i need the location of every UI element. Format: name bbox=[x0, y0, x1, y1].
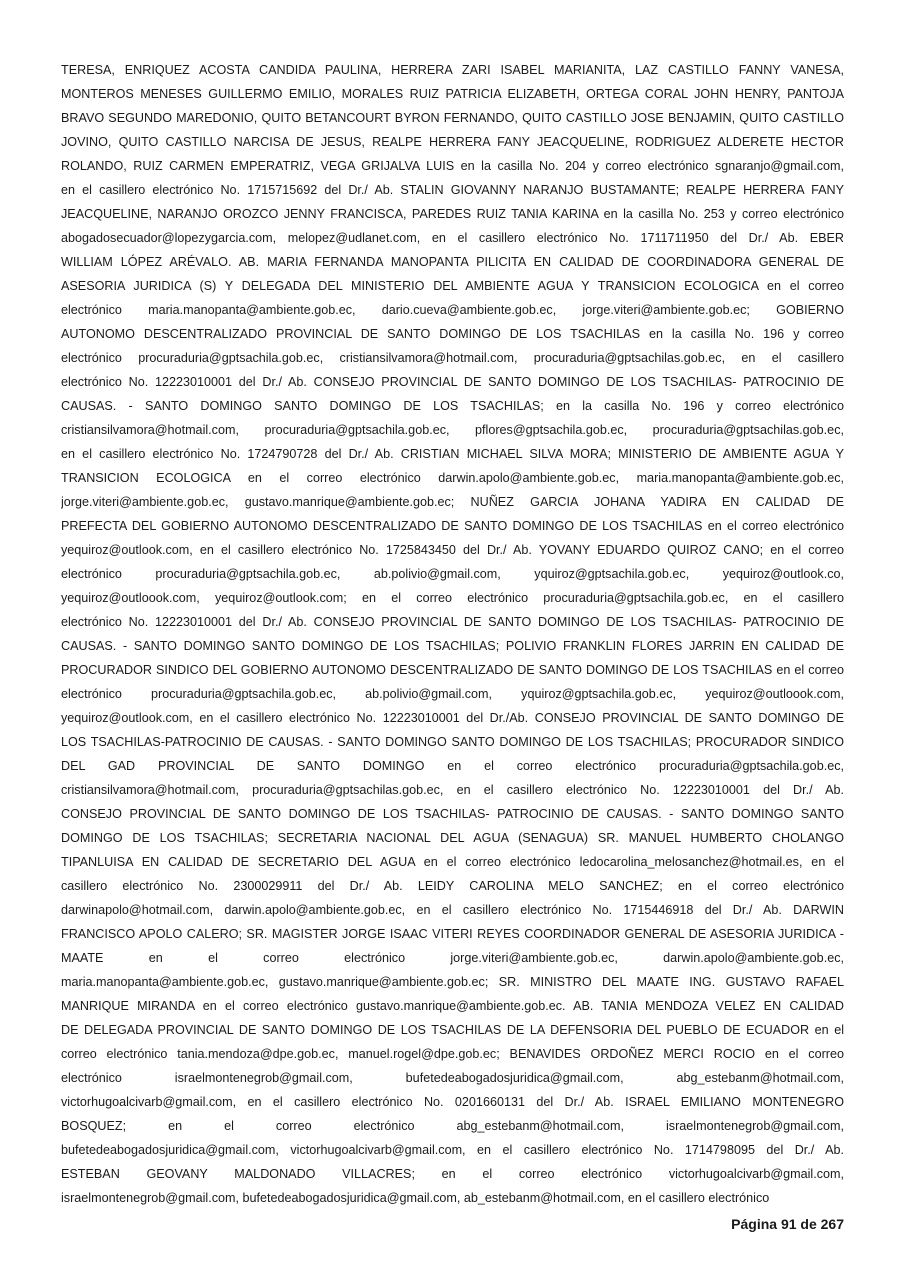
body-line: electrónico procuraduria@gptsachila.gob.ec, ab.polivio@gmail.com, yquiroz@gptsachila.gob.ec, yequiroz@outloook.com, bbox=[61, 687, 844, 701]
body-line: JEACQUELINE, NARANJO OROZCO JENNY FRANCISCA, PAREDES RUIZ TANIA KARINA en la casilla No. 253 y correo electrónico bbox=[61, 207, 844, 221]
body-line: CONSEJO PROVINCIAL DE SANTO DOMINGO DE LOS TSACHILAS- PATROCINIO DE CAUSAS. - SANTO DOMINGO SANTO bbox=[61, 807, 844, 821]
body-line: BRAVO SEGUNDO MAREDONIO, QUITO BETANCOURT BYRON FERNANDO, QUITO CASTILLO JOSE BENJAMIN, QUITO CASTILLO bbox=[61, 111, 844, 125]
body-line: electrónico No. 12223010001 del Dr./ Ab. CONSEJO PROVINCIAL DE SANTO DOMINGO DE LOS TSACHILAS- PATROCINIO DE bbox=[61, 615, 844, 629]
body-line: TRANSICION ECOLOGICA en el correo electrónico darwin.apolo@ambiente.gob.ec, maria.manopanta@ambiente.gob.ec, bbox=[61, 471, 844, 485]
body-line: JOVINO, QUITO CASTILLO NARCISA DE JESUS, REALPE HERRERA FANY JEACQUELINE, RODRIGUEZ ALDERETE HECTOR bbox=[61, 135, 844, 149]
body-line: darwinapolo@hotmail.com, darwin.apolo@ambiente.gob.ec, en el casillero electrónico No. 1715446918 del Dr./ Ab. DARWIN bbox=[61, 903, 844, 917]
body-line: PROCURADOR SINDICO DEL GOBIERNO AUTONOMO DESCENTRALIZADO DE SANTO DOMINGO DE LOS TSACHILAS en el correo bbox=[61, 663, 844, 677]
document-body bbox=[61, 58, 844, 1210]
body-line: cristiansilvamora@hotmail.com, procuraduria@gptsachilas.gob.ec, en el casillero electrónico No. 12223010001 del Dr./ Ab. bbox=[61, 783, 844, 797]
body-line: ROLANDO, RUIZ CARMEN EMPERATRIZ, VEGA GRIJALVA LUIS en la casilla No. 204 y correo electrónico sgnaranjo@gmail.com, bbox=[61, 159, 844, 173]
body-line: bufetedeabogadosjuridica@gmail.com, victorhugoalcivarb@gmail.com, en el casillero electrónico No. 1714798095 del Dr./ Ab. bbox=[61, 1143, 844, 1157]
body-line: victorhugoalcivarb@gmail.com, en el casillero electrónico No. 0201660131 del Dr./ Ab. ISRAEL EMILIANO MONTENEGRO bbox=[61, 1095, 844, 1109]
body-line: en el casillero electrónico No. 1724790728 del Dr./ Ab. CRISTIAN MICHAEL SILVA MORA; MINISTERIO DE AMBIENTE AGUA Y bbox=[61, 447, 844, 461]
body-line: MAATE en el correo electrónico jorge.viteri@ambiente.gob.ec, darwin.apolo@ambiente.gob.ec, bbox=[61, 951, 844, 965]
body-line: electrónico No. 12223010001 del Dr./ Ab. CONSEJO PROVINCIAL DE SANTO DOMINGO DE LOS TSACHILAS- PATROCINIO DE bbox=[61, 375, 844, 389]
body-line: israelmontenegrob@gmail.com, bufetedeabogadosjuridica@gmail.com, ab_estebanm@hotmail.com, en el casillero electrónico bbox=[61, 1191, 770, 1205]
body-line: casillero electrónico No. 2300029911 del Dr./ Ab. LEIDY CAROLINA MELO SANCHEZ; en el correo electrónico bbox=[61, 879, 844, 893]
body-line: PREFECTA DEL GOBIERNO AUTONOMO DESCENTRALIZADO DE SANTO DOMINGO DE LOS TSACHILAS en el correo electrónico bbox=[61, 519, 844, 533]
page-number: Página 91 de 267 bbox=[731, 1216, 844, 1232]
body-line: LOS TSACHILAS-PATROCINIO DE CAUSAS. - SANTO DOMINGO SANTO DOMINGO DE LOS TSACHILAS; PROCURADOR SINDICO bbox=[61, 735, 844, 749]
body-line: CAUSAS. - SANTO DOMINGO SANTO DOMINGO DE LOS TSACHILAS; POLIVIO FRANKLIN FLORES JARRIN EN CALIDAD DE bbox=[61, 639, 844, 653]
body-line: BOSQUEZ; en el correo electrónico abg_estebanm@hotmail.com, israelmontenegrob@gmail.com, bbox=[61, 1119, 844, 1133]
body-line: WILLIAM LÓPEZ ARÉVALO. AB. MARIA FERNANDA MANOPANTA PILICITA EN CALIDAD DE COORDINADORA GENERAL DE bbox=[61, 255, 844, 269]
body-line: MANRIQUE MIRANDA en el correo electrónico gustavo.manrique@ambiente.gob.ec. AB. TANIA MENDOZA VELEZ EN CALIDAD bbox=[61, 999, 844, 1013]
body-line: CAUSAS. - SANTO DOMINGO SANTO DOMINGO DE LOS TSACHILAS; en la casilla No. 196 y correo electrónico bbox=[61, 399, 844, 413]
body-line: electrónico maria.manopanta@ambiente.gob.ec, dario.cueva@ambiente.gob.ec, jorge.viteri@ambiente.gob.ec; GOBIERNO bbox=[61, 303, 844, 317]
body-line: TIPANLUISA EN CALIDAD DE SECRETARIO DEL AGUA en el correo electrónico ledocarolina_melosanchez@hotmail.es, en el bbox=[61, 855, 844, 869]
body-line: yequiroz@outloook.com, yequiroz@outlook.com; en el correo electrónico procuraduria@gptsachila.gob.ec, en el casillero bbox=[61, 591, 844, 605]
body-line: ASESORIA JURIDICA (S) Y DELEGADA DEL MINISTERIO DEL AMBIENTE AGUA Y TRANSICION ECOLOGICA en el correo bbox=[61, 279, 844, 293]
body-line: cristiansilvamora@hotmail.com, procuraduria@gptsachila.gob.ec, pflores@gptsachila.gob.ec, procuraduria@gptsachilas.gob.ec, bbox=[61, 423, 844, 437]
body-line: AUTONOMO DESCENTRALIZADO PROVINCIAL DE SANTO DOMINGO DE LOS TSACHILAS en la casilla No. 196 y correo bbox=[61, 327, 844, 341]
body-line: TERESA, ENRIQUEZ ACOSTA CANDIDA PAULINA, HERRERA ZARI ISABEL MARIANITA, LAZ CASTILLO FANNY VANESA, bbox=[61, 63, 844, 77]
body-line: DOMINGO DE LOS TSACHILAS; SECRETARIA NACIONAL DEL AGUA (SENAGUA) SR. MANUEL HUMBERTO CHOLANGO bbox=[61, 831, 844, 845]
body-line: correo electrónico tania.mendoza@dpe.gob.ec, manuel.rogel@dpe.gob.ec; BENAVIDES ORDOÑEZ MERCI ROCIO en el correo bbox=[61, 1047, 844, 1061]
body-line: jorge.viteri@ambiente.gob.ec, gustavo.manrique@ambiente.gob.ec; NUÑEZ GARCIA JOHANA YADIRA EN CALIDAD DE bbox=[61, 495, 844, 509]
body-line: MONTEROS MENESES GUILLERMO EMILIO, MORALES RUIZ PATRICIA ELIZABETH, ORTEGA CORAL JOHN HENRY, PANTOJA bbox=[61, 87, 844, 101]
body-line: DEL GAD PROVINCIAL DE SANTO DOMINGO en el correo electrónico procuraduria@gptsachila.gob.ec, bbox=[61, 759, 844, 773]
body-line: yequiroz@outlook.com, en el casillero electrónico No. 12223010001 del Dr./Ab. CONSEJO PROVINCIAL DE SANTO DOMINGO DE bbox=[61, 711, 844, 725]
body-line: FRANCISCO APOLO CALERO; SR. MAGISTER JORGE ISAAC VITERI REYES COORDINADOR GENERAL DE ASESORIA JURIDICA - bbox=[61, 927, 844, 941]
body-line: electrónico israelmontenegrob@gmail.com, bufetedeabogadosjuridica@gmail.com, abg_estebanm@hotmail.com, bbox=[61, 1071, 844, 1085]
body-line: DE DELEGADA PROVINCIAL DE SANTO DOMINGO DE LOS TSACHILAS DE LA DEFENSORIA DEL PUEBLO DE ECUADOR en el bbox=[61, 1023, 844, 1037]
body-line: electrónico procuraduria@gptsachila.gob.ec, cristiansilvamora@hotmail.com, procuraduria@gptsachilas.gob.ec, en el casillero bbox=[61, 351, 844, 365]
body-line: en el casillero electrónico No. 1715715692 del Dr./ Ab. STALIN GIOVANNY NARANJO BUSTAMANTE; REALPE HERRERA FANY bbox=[61, 183, 844, 197]
body-line: electrónico procuraduria@gptsachila.gob.ec, ab.polivio@gmail.com, yquiroz@gptsachila.gob.ec, yequiroz@outlook.co, bbox=[61, 567, 844, 581]
body-line: maria.manopanta@ambiente.gob.ec, gustavo.manrique@ambiente.gob.ec; SR. MINISTRO DEL MAATE ING. GUSTAVO RAFAEL bbox=[61, 975, 844, 989]
body-line: ESTEBAN GEOVANY MALDONADO VILLACRES; en el correo electrónico victorhugoalcivarb@gmail.com, bbox=[61, 1167, 844, 1181]
body-line: abogadosecuador@lopezygarcia.com, melopez@udlanet.com, en el casillero electrónico No. 1711711950 del Dr./ Ab. EBER bbox=[61, 231, 844, 245]
body-line: yequiroz@outlook.com, en el casillero electrónico No. 1725843450 del Dr./ Ab. YOVANY EDUARDO QUIROZ CANO; en el correo bbox=[61, 543, 844, 557]
